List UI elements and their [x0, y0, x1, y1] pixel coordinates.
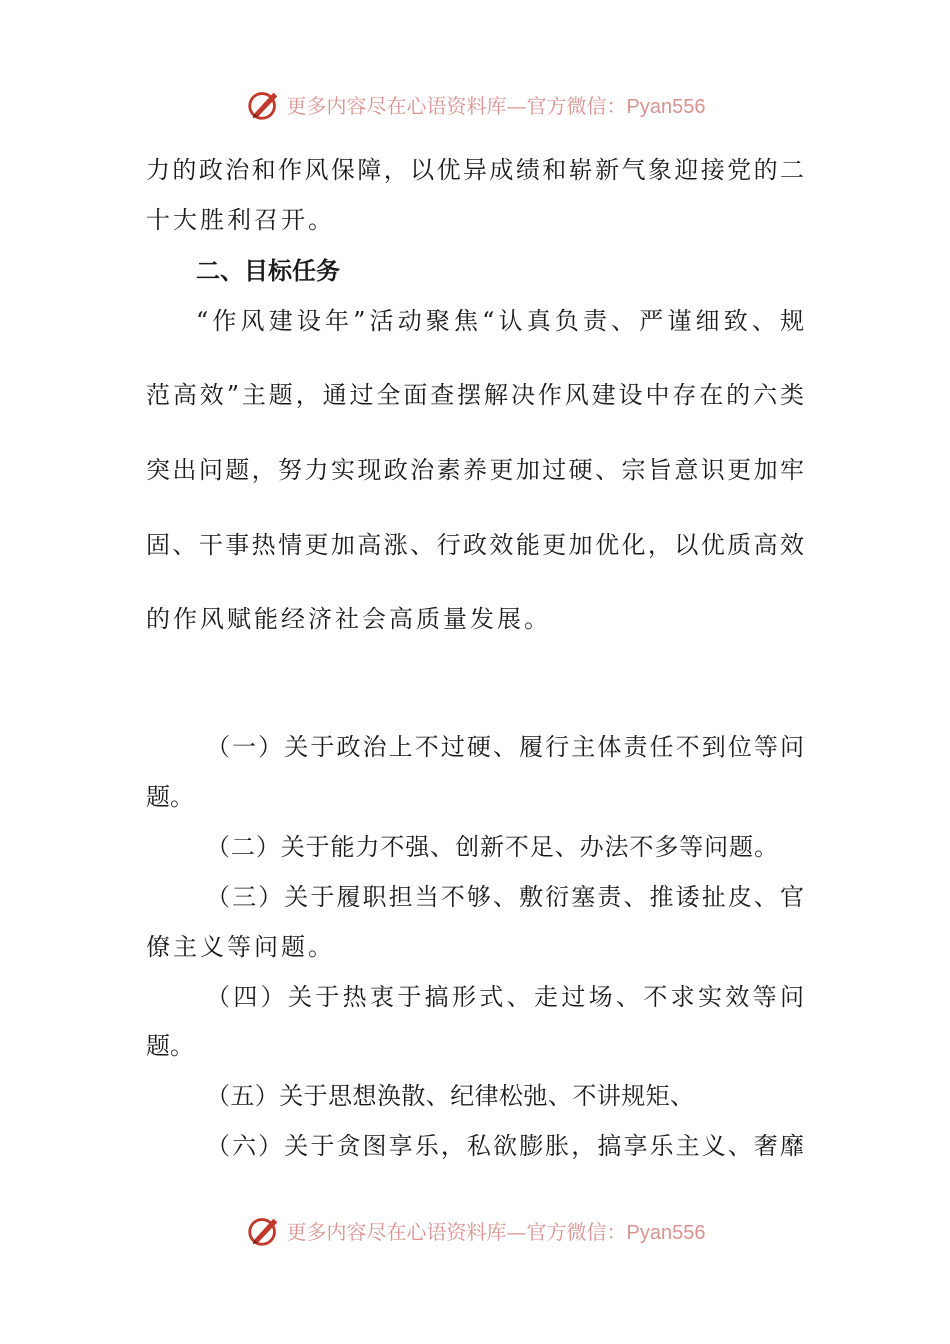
paragraph-2-line-1: “作风建设年”活动聚焦“认真负责、严谨细致、规: [196, 307, 804, 335]
item-4-line-1: （四）关于热衷于搞形式、走过场、不求实效等问: [206, 983, 804, 1011]
item-1-line-2: 题。: [146, 783, 194, 811]
footer-watermark-banner: [0, 1208, 950, 1252]
paragraph-2-line-4: 固、干事热情更加高涨、行政效能更加优化，以优质高效: [146, 531, 804, 559]
paragraph-2-line-5: 的作风赋能经济社会高质量发展。: [146, 605, 551, 633]
pen-logo-icon: [245, 85, 283, 123]
header-watermark-banner: [0, 82, 950, 126]
item-6-line-1: （六）关于贪图享乐，私欲膨胀，搞享乐主义、奢靡: [206, 1132, 804, 1160]
paragraph-2-line-3: 突出问题，努力实现政治素养更加过硬、宗旨意识更加牢: [146, 456, 804, 484]
item-3-line-2: 僚主义等问题。: [146, 933, 335, 961]
item-4-line-2: 题。: [146, 1032, 194, 1060]
section-heading: 二、目标任务: [196, 257, 340, 285]
item-1-line-1: （一）关于政治上不过硬、履行主体责任不到位等问: [206, 733, 804, 761]
footer-banner-handle: Pyan556: [626, 1221, 706, 1244]
item-2-line-1: （二）关于能力不强、创新不足、办法不多等问题。: [206, 833, 778, 861]
item-3-line-1: （三）关于履职担当不够、敷衍塞责、推诿扯皮、官: [206, 883, 804, 911]
header-banner-text: 更多内容尽在心语资料库—官方微信：Pyan556: [286, 93, 706, 118]
item-5-line-1: （五）关于思想涣散、纪律松弛、不讲规矩、: [206, 1082, 694, 1110]
pen-logo-icon: [245, 1211, 283, 1249]
paragraph-1-line-2: 十大胜利召开。: [146, 206, 335, 234]
header-banner-handle: Pyan556: [626, 95, 706, 118]
paragraph-1-line-1: 力的政治和作风保障，以优异成绩和崭新气象迎接党的二: [146, 156, 804, 184]
paragraph-2-line-2: 范高效”主题，通过全面查摆解决作风建设中存在的六类: [146, 381, 804, 409]
footer-banner-text: 更多内容尽在心语资料库—官方微信：Pyan556: [286, 1219, 706, 1244]
